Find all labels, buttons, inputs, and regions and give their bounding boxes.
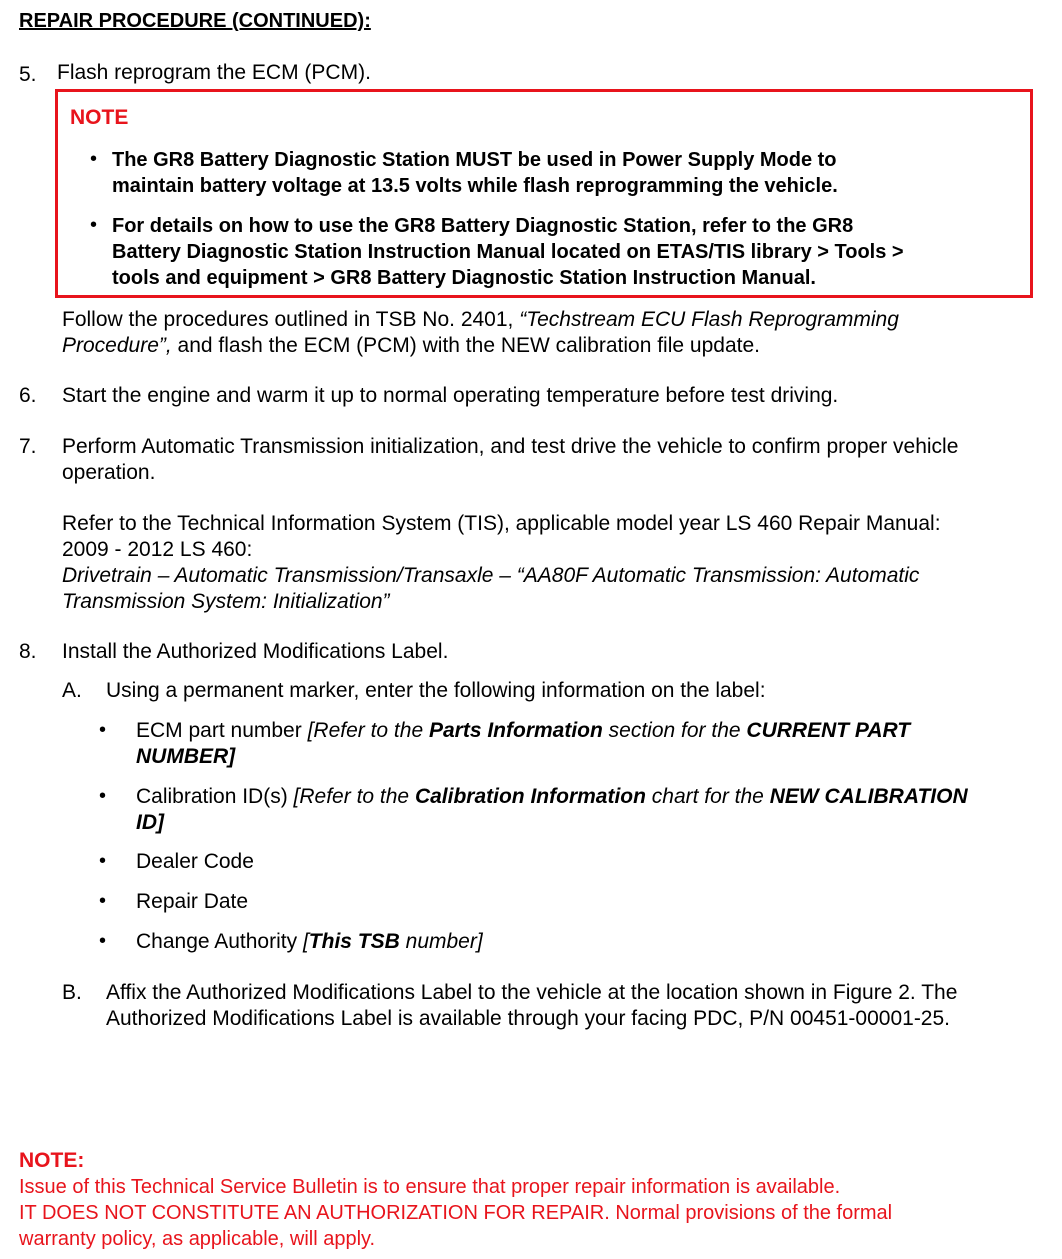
label-item-dealer-code: Dealer Code <box>136 850 254 873</box>
bullet-icon: • <box>99 719 107 741</box>
step-7-refer-2: 2009 - 2012 LS 460: <box>62 538 253 561</box>
step-5-follow-cont: Procedure”, and flash the ECM (PCM) with the NEW calibration file update. <box>62 334 760 357</box>
label-item-repair-date: Repair Date <box>136 890 249 913</box>
label-item-calibration-id-cont: ID] <box>136 811 164 834</box>
sub-step-b-letter: B. <box>62 981 82 1004</box>
label-item-change-authority: Change Authority [This TSB number] <box>136 930 483 953</box>
step-7-refer-1: Refer to the Technical Information System (TIS), applicable model year LS 460 Repair Manual: <box>62 512 941 535</box>
note-bullet-2: For details on how to use the GR8 Battery Diagnostic Station, refer to the GR8 Battery Diagnostic Station Instruction Manual located on ETAS/TIS library > Tools > tools and equipment > GR8 Battery Diagnostic Station Instruction Manual. <box>112 215 904 289</box>
step-6-text: Start the engine and warm it up to normal operating temperature before test driving. <box>62 384 839 407</box>
label-item-calibration-id: Calibration ID(s) [Refer to the Calibration Information chart for the NEW CALIBRATION <box>136 785 968 808</box>
sub-step-b-line-2: Authorized Modifications Label is available through your facing PDC, P/N 00451-00001-25. <box>106 1007 950 1030</box>
bullet-icon: • <box>99 890 107 912</box>
label-item-ecm-part-cont: NUMBER] <box>136 745 236 768</box>
step-8-number: 8. <box>19 640 37 663</box>
bullet-icon: • <box>90 148 98 170</box>
step-7-path-1: Drivetrain – Automatic Transmission/Transaxle – “AA80F Automatic Transmission: Automatic <box>62 564 920 587</box>
step-7-line-2: operation. <box>62 461 156 484</box>
step-8-text: Install the Authorized Modifications Label. <box>62 640 449 663</box>
label-item-ecm-part: ECM part number [Refer to the Parts Information section for the CURRENT PART <box>136 719 911 742</box>
step-7-path-2: Transmission System: Initialization” <box>62 590 390 613</box>
step-6-number: 6. <box>19 384 37 407</box>
footer-note-line-3: warranty policy, as applicable, will apply. <box>19 1228 376 1250</box>
note-bullet-1: The GR8 Battery Diagnostic Station MUST be used in Power Supply Mode to maintain battery voltage at 13.5 volts while flash reprogramming the vehicle. <box>112 149 838 197</box>
sub-step-b-line-1: Affix the Authorized Modifications Label to the vehicle at the location shown in Figure 2. The <box>106 981 958 1004</box>
step-5-text: Flash reprogram the ECM (PCM). <box>57 61 371 84</box>
step-5-number: 5. <box>19 63 37 86</box>
bullet-icon: • <box>99 930 107 952</box>
note-box <box>55 89 1033 298</box>
footer-note-line-2: IT DOES NOT CONSTITUTE AN AUTHORIZATION FOR REPAIR. Normal provisions of the formal <box>19 1202 893 1224</box>
bullet-icon: • <box>99 785 107 807</box>
step-5-follow: Follow the procedures outlined in TSB No. 2401, “Techstream ECU Flash Reprogramming <box>62 308 899 331</box>
note-title: NOTE <box>70 106 129 129</box>
step-7-number: 7. <box>19 435 37 458</box>
sub-step-a-letter: A. <box>62 679 82 702</box>
sub-step-a-text: Using a permanent marker, enter the following information on the label: <box>106 679 766 702</box>
bullet-icon: • <box>90 214 98 236</box>
bullet-icon: • <box>99 850 107 872</box>
footer-note-line-1: Issue of this Technical Service Bulletin is to ensure that proper repair information is available. <box>19 1176 841 1198</box>
page-heading: REPAIR PROCEDURE (CONTINUED): <box>19 10 371 32</box>
step-7-line-1: Perform Automatic Transmission initialization, and test drive the vehicle to confirm proper vehicle <box>62 435 959 458</box>
footer-note-title: NOTE: <box>19 1149 85 1172</box>
